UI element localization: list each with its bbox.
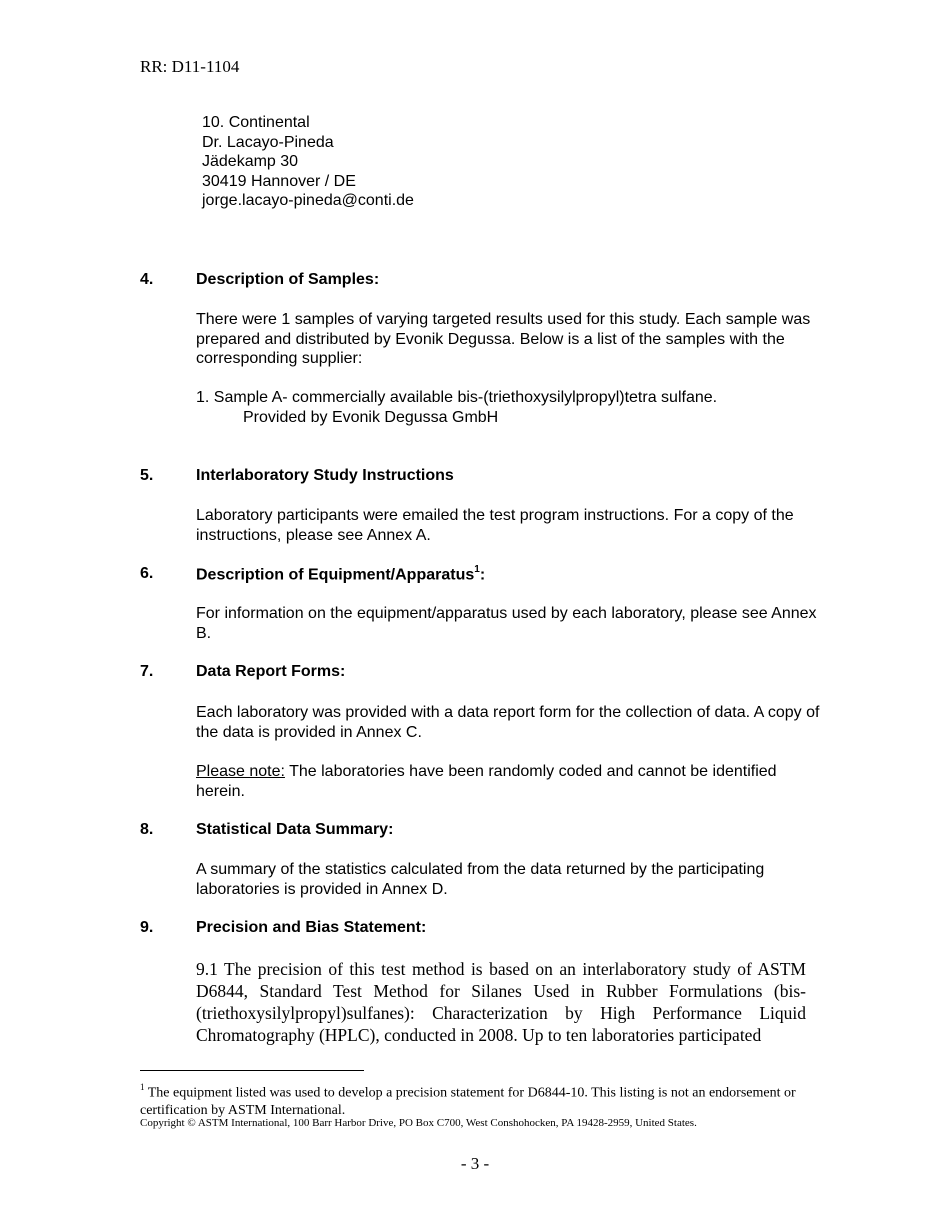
footnote xyxy=(140,1080,800,1119)
section-6-title-text: Description of Equipment/Apparatus xyxy=(196,566,475,584)
footnote-marker: 1 xyxy=(140,1082,145,1092)
note-label: Please note: xyxy=(196,763,285,780)
section-7-note xyxy=(196,762,821,801)
document-id-header: RR: D11-1104 xyxy=(140,57,240,76)
section-5-title: Interlaboratory Study Instructions xyxy=(196,467,454,484)
address-line: 10. Continental xyxy=(202,114,310,131)
section-4-title: Description of Samples: xyxy=(196,271,380,288)
sample-list-item: 1. Sample A- commercially available bis-(triethoxysilylpropyl)tetra sulfane. xyxy=(196,389,718,406)
section-9-paragraph: 9.1 The precision of this test method is based on an interlaboratory study of ASTM D6844, Standard Test Method for Silanes Used in Rubber Formulations (bis-(triethoxysilylpropyl)sulfanes): Characterization by High Performance Liquid Chromatography (HPLC), conducted in 2008. Up to ten laboratories participated xyxy=(196,959,806,1045)
section-8-title: Statistical Data Summary: xyxy=(196,821,394,838)
copyright-notice: Copyright © ASTM International, 100 Barr Harbor Drive, PO Box C700, West Conshohocken, PA 19428-2959, United States. xyxy=(140,1117,697,1129)
sample-list xyxy=(196,388,821,427)
section-4-paragraph: There were 1 samples of varying targeted results used for this study. Each sample was prepared and distributed by Evonik Degussa. Below is a list of the samples with the corresponding supplier: xyxy=(196,311,811,367)
footnote-reference: 1 xyxy=(474,564,480,575)
address-line: Dr. Lacayo-Pineda xyxy=(202,133,334,151)
section-6-paragraph: For information on the equipment/apparatus used by each laboratory, please see Annex B. xyxy=(196,605,817,642)
section-6-number: 6. xyxy=(140,565,154,582)
page-number: - 3 - xyxy=(460,1154,490,1173)
section-4-number: 4. xyxy=(140,271,154,288)
section-6-title xyxy=(196,565,485,584)
section-8-number: 8. xyxy=(140,821,154,838)
note-text: The laboratories have been randomly coded and cannot be identified herein. xyxy=(196,763,777,800)
section-7-paragraph: Each laboratory was provided with a data report form for the collection of data. A copy of the data is provided in Annex C. xyxy=(196,704,820,741)
address-email: jorge.lacayo-pineda@conti.de xyxy=(202,192,414,209)
sample-supplier: Provided by Evonik Degussa GmbH xyxy=(243,408,499,426)
section-9-title: Precision and Bias Statement: xyxy=(196,919,427,936)
address-line: Jädekamp 30 xyxy=(202,153,299,170)
section-7-number: 7. xyxy=(140,663,154,680)
section-6-title-colon: : xyxy=(479,566,486,584)
participant-address xyxy=(202,113,414,211)
footnote-text: The equipment listed was used to develop a precision statement for D6844-10. This listing is not an endorsement or certification by ASTM International. xyxy=(140,1085,796,1118)
footnote-divider xyxy=(140,1070,364,1071)
section-5-number: 5. xyxy=(140,467,154,484)
section-8-paragraph: A summary of the statistics calculated from the data returned by the participating laboratories is provided in Annex D. xyxy=(196,861,765,898)
address-line: 30419 Hannover / DE xyxy=(202,172,356,190)
section-5-paragraph: Laboratory participants were emailed the test program instructions. For a copy of the instructions, please see Annex A. xyxy=(196,507,794,544)
section-9-number: 9. xyxy=(140,919,154,936)
section-7-title: Data Report Forms: xyxy=(196,663,346,680)
